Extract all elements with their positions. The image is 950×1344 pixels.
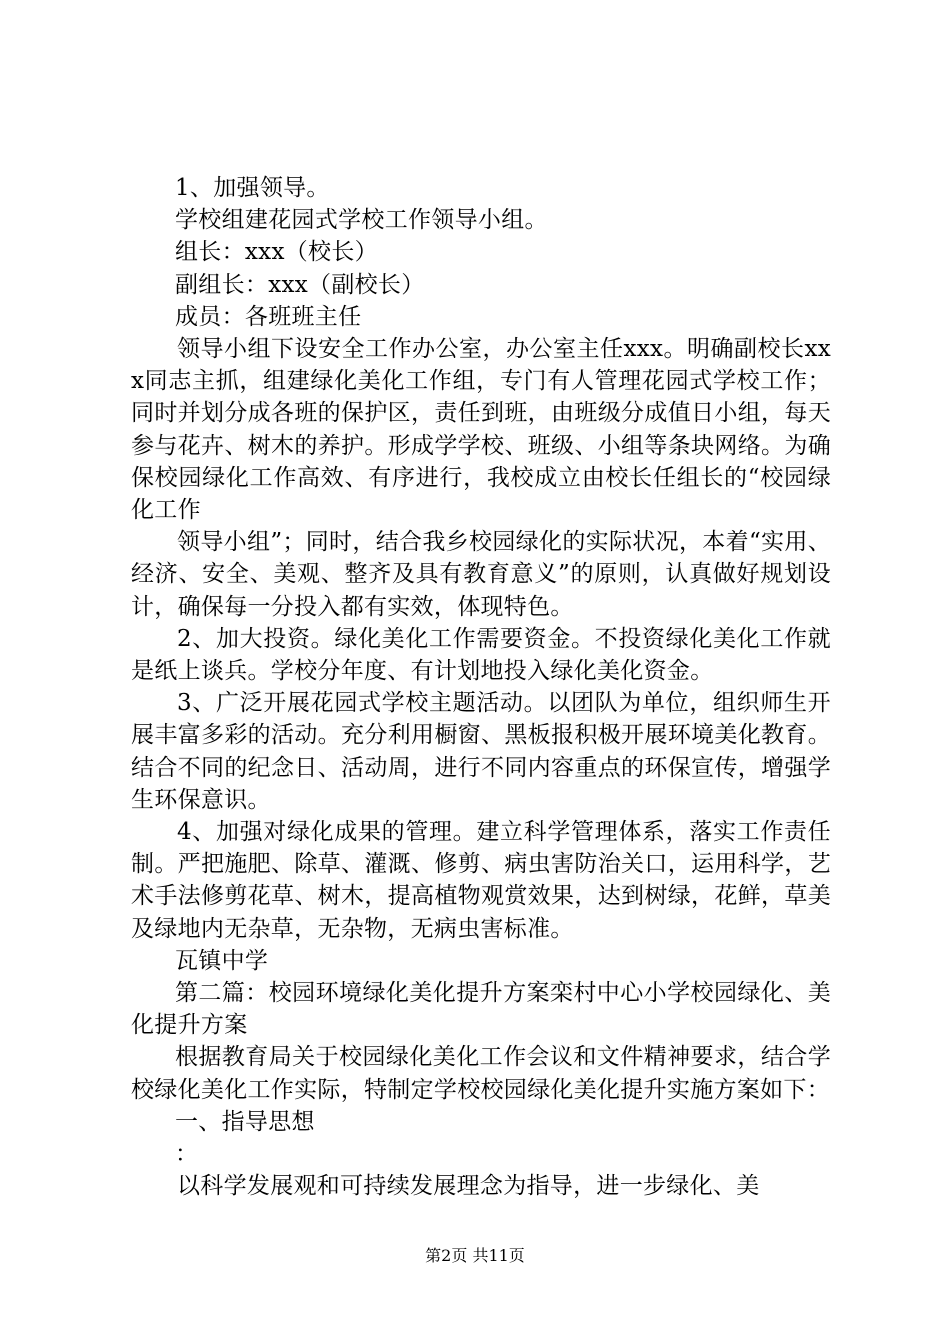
paragraph: 4、加强对绿化成果的管理。建立科学管理体系，落实工作责任制。严把施肥、除草、灌溉、修剪、病虫害防治关口，运用科学，艺术手法修剪花草、树木，提高植物观赏效果，达到树绿，花鲜，草美及绿地内无杂草，无杂物，无病虫害标准。 [131,819,831,942]
paragraph: 领导小组”；同时，结合我乡校园绿化的实际状况，本着“实用、经济、安全、美观、整齐及具有教育意义”的原则，认真做好规划设计，确保每一分投入都有实效，体现特色。 [131,529,831,620]
paragraph: ： [175,1141,199,1168]
paragraph: 成员：各班班主任 [175,303,362,330]
document-body [131,172,831,1203]
paragraph: 组长：xxx（校长） [175,239,378,266]
page-footer: 第2页 共11页 [425,1246,525,1265]
paragraph: 副组长：xxx（副校长） [175,271,425,298]
paragraph: 领导小组下设安全工作办公室，办公室主任xxx。明确副校长xxx同志主抓，组建绿化美化工作组，专门有人管理花园式学校工作；同时并划分成各班的保护区，责任到班，由班级分成值日小组，每天参与花卉、树木的养护。形成学学校、班级、小组等条块网络。为确保校园绿化工作高效、有序进行，我校成立由校长任组长的“校园绿化工作 [131,336,831,524]
paragraph: 以科学发展观和可持续发展理念为指导，进一步绿化、美 [177,1173,760,1200]
paragraph: 1、加强领导。 [175,175,330,201]
paragraph: 学校组建花园式学校工作领导小组。 [175,207,548,234]
paragraph: 3、广泛开展花园式学校主题活动。以团队为单位，组织师生开展丰富多彩的活动。充分利用橱窗、黑板报积极开展环境美化教育。结合不同的纪念日、活动周，进行不同内容重点的环保宣传，增强学生环保意识。 [131,690,831,813]
paragraph: 2、加大投资。绿化美化工作需要资金。不投资绿化美化工作就是纸上谈兵。学校分年度、有计划地投入绿化美化资金。 [131,625,831,685]
paragraph: 第二篇：校园环境绿化美化提升方案栾村中心小学校园绿化、美化提升方案 [131,980,831,1039]
paragraph: 瓦镇中学 [175,947,269,974]
paragraph: 一、指导思想 [175,1108,315,1135]
paragraph: 根据教育局关于校园绿化美化工作会议和文件精神要求，结合学校绿化美化工作实际，特制定学校校园绿化美化提升实施方案如下： [131,1044,831,1103]
